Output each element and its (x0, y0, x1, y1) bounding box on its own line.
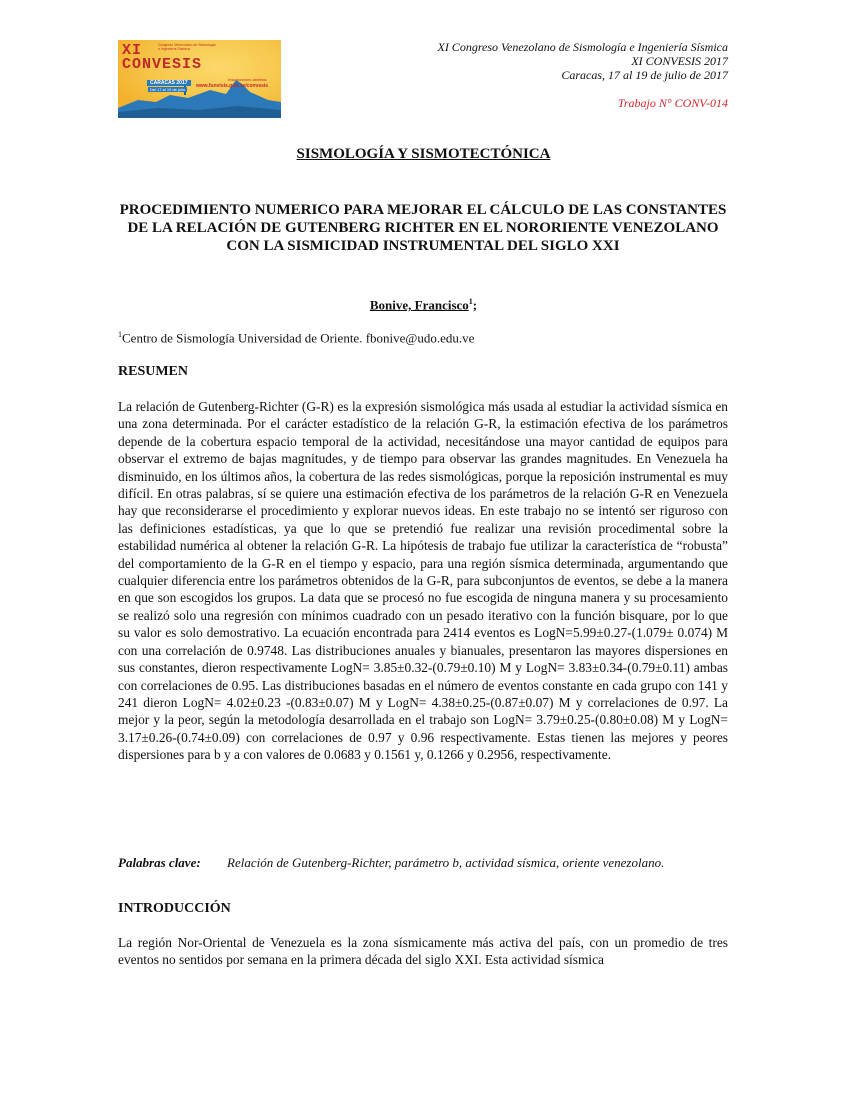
logo-registrations: Inscripciones abiertas (228, 77, 267, 82)
intro-heading: INTRODUCCIÓN (118, 901, 231, 916)
author-line (0, 297, 847, 313)
author-sup: 1 (468, 297, 473, 306)
logo-url: www.funvisis.gob.ve/convesis (196, 83, 269, 89)
logo-city: CARACAS 2017 (147, 80, 191, 86)
affiliation (118, 330, 474, 346)
header-work-id: Trabajo N° CONV-014 (617, 96, 728, 110)
resumen-heading: RESUMEN (118, 364, 189, 379)
keywords-label: Palabras clave: (118, 855, 201, 870)
affiliation-sup: 1 (118, 330, 122, 339)
header-place-date: Caracas, 17 al 19 de julio de 2017 (561, 68, 728, 82)
section-heading: SISMOLOGÍA Y SISMOTECTÓNICA (296, 146, 551, 162)
logo-convesis: CONVESIS (122, 56, 203, 73)
keywords-text: Relación de Gutenberg-Richter, parámetro b, actividad sísmica, oriente venezolano. (227, 855, 665, 870)
header-conference: XI Congreso Venezolano de Sismología e Ingeniería Sísmica (437, 40, 728, 54)
header-short-name: XI CONVESIS 2017 (631, 54, 728, 68)
logo-dates: Del 17 al 19 de julio (150, 87, 186, 92)
intro-paragraph: La región Nor-Oriental de Venezuela es la zona sísmicamente más activa del país, con un promedio de tres eventos no sentidos por semana en la primera década del siglo XXI. Esta actividad sísmica (118, 935, 728, 968)
author-name: Bonive, Francisco (369, 297, 469, 313)
abstract-paragraph: La relación de Gutenberg-Richter (G-R) es la expresión sismológica más usada al estudiar la actividad sísmica en una zona determinada. Por el carácter estadístico de la relación G-R, la estimación efectiva de los parámetros depende de la cobertura espacio temporal de la actividad, necesitándose una mayor cantidad de equipos para observar el extremo de bajas magnitudes, y de tiempo para observar las grandes magnitudes. En Venezuela ha disminuido, en los últimos años, la cobertura de las redes sismológicas, porque la reposición instrumental es muy difícil. En otras palabras, sí se quiere una estimación efectiva de los parámetros de la relación G-R en Venezuela hay que reconsiderarse el procedimiento y explorar nuevos ideas. En este trabajo no se intentó ser riguroso con las definiciones estadísticas, ya que lo que se pretendió fue realizar una revisión procedimental sobre la estabilidad numérica al obtener la relación G-R. La hipótesis de trabajo fue utilizar la característica de “robusta” del comportamiento de la G-R en el tiempo y espacio, para una región sísmica determinada, argumentando que cualquier diferencia entre los parámetros obtenidos de la G-R, para subconjuntos de eventos, se debe a la manera en que son escogidos los grupos. La data que se procesó no fue escogida de ninguna manera y su procesamiento se realizó solo una regresión con mínimos cuadrado con un pesado iterativo con la función bisquare, por lo que su valor es solo demostrativo. La ecuación encontrada para 2414 eventos es LogN=5.99±0.27-(1.079± 0.074) M con una correlación de 0.9748. Las distribuciones anuales y bianuales, presentaron las mayores dispersiones en sus constantes, dieron respectivamente LogN= 3.85±0.32-(0.79±0.10) M y LogN= 3.83±0.34-(0.79±0.11) ambas con correlaciones de 0.95. Las distribuciones basadas en el número de eventos constante en cada grupo con 141 y 241 dieron LogN= 4.02±0.23 -(0.83±0.07) M y LogN= 4.38±0.25-(0.87±0.07) M y correlaciones de 0.97. La mejor y la peor, según la metodología desarrollada en el trabajo son LogN= 3.79±0.25-(0.80±0.08) M y LogN= 3.17±0.26-(0.74±0.09) con correlaciones de 0.97 y 0.96 respectivamente. Estas tienen las mejores y peores dispersiones para b y a con valores de 0.0683 y 0.1561 y, 0.1266 y 0.2956, respectivamente. (118, 399, 728, 763)
convesis-logo (118, 40, 281, 118)
paper-title: PROCEDIMIENTO NUMERICO PARA MEJORAR EL CÁLCULO DE LAS CONSTANTES DE LA RELACIÓN DE GUTENBERG RICHTER EN EL NORORIENTE VENEZOLANO CON LA SISMICIDAD INSTRUMENTAL DEL SIGLO XXI (119, 202, 727, 254)
affiliation-text: Centro de Sismología Universidad de Oriente. fbonive@udo.edu.ve (122, 330, 475, 346)
logo-xi: XI (122, 42, 143, 59)
author-suffix: ; (472, 297, 478, 313)
logo-tagline: Congreso Venezolano de Sismología e Ingeniería Sísmica (158, 43, 216, 51)
